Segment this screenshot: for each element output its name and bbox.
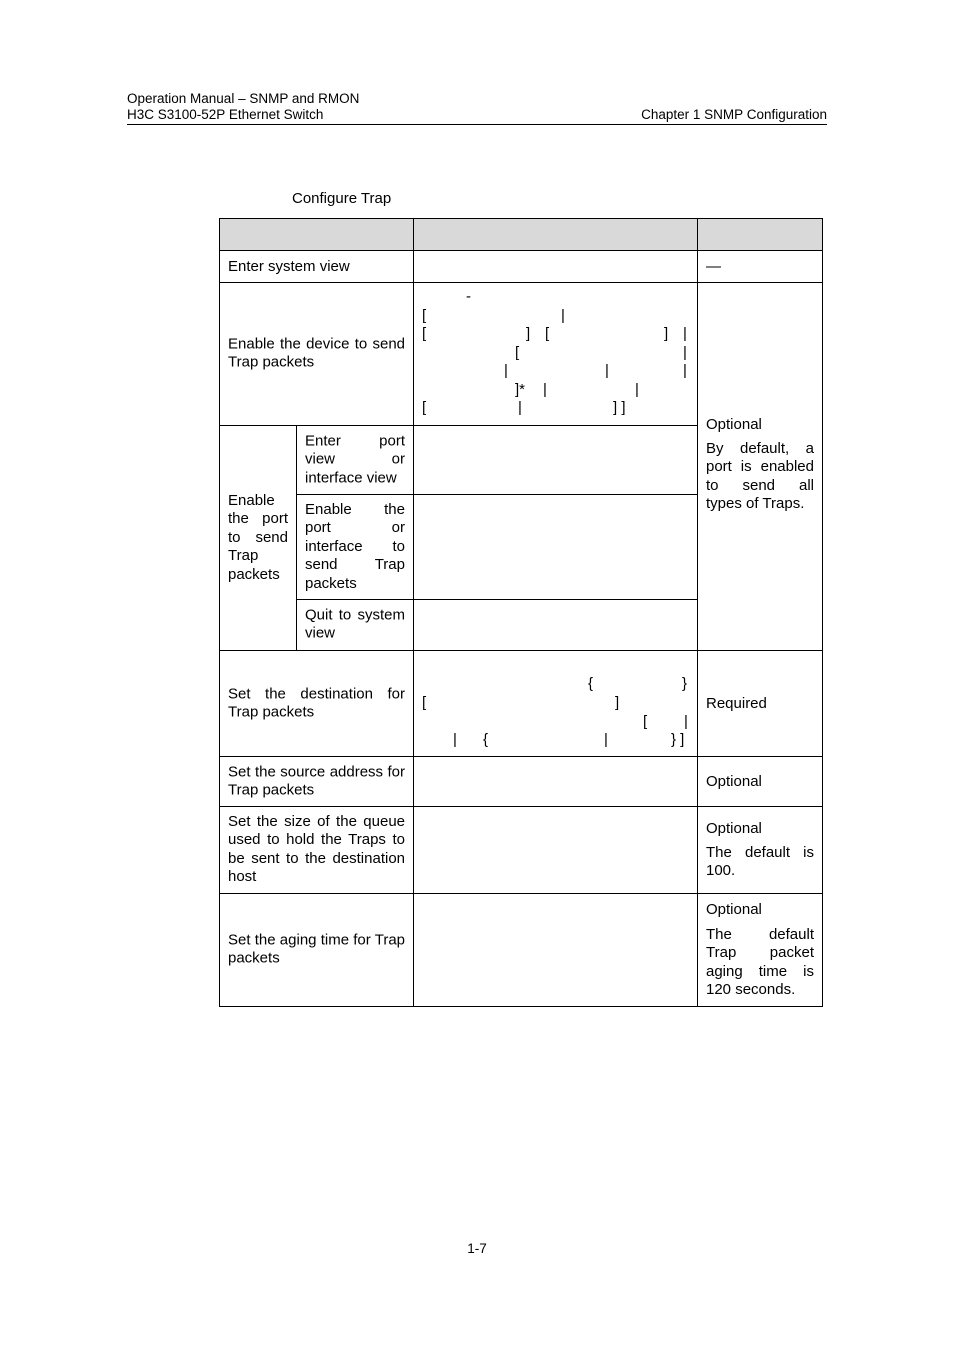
cmd-fragment: [ [643,713,648,730]
remark-note: The default Trap packet aging time is 120 seconds. [706,926,814,999]
row-enable-port-op [219,425,297,651]
cmd-fragment: [ [422,399,427,416]
op-text: Enter port view or interface view [305,432,405,487]
row-queue-cmd [413,806,698,894]
sub-enable-port-cmd [413,494,698,600]
table-header-operation [219,218,414,251]
cmd-fragment: ] ] [613,399,626,416]
op-text: Set the aging time for Trap packets [228,931,405,967]
op-text: Enable the port to send Trap packets [228,491,288,583]
row-enable-device-op [219,282,414,426]
cmd-fragment: | [504,362,508,379]
row-aging-cmd [413,893,698,1007]
header-chapter: Chapter 1 SNMP Configuration [641,107,827,122]
row-destination-cmd [413,650,698,757]
cmd-fragment: | [683,344,687,361]
cmd-fragment: | [604,731,608,748]
op-text: Enable the device to send Trap packets [228,335,405,371]
cmd-fragment: | [453,731,457,748]
op-text: Quit to system view [305,606,405,642]
remark-label: Optional [706,901,762,918]
cmd-fragment: | [561,307,565,324]
cmd-fragment: } ] [671,731,685,748]
cmd-fragment: | [605,362,609,379]
trap-config-table [219,218,823,1007]
row-enter-system-cmd [413,250,698,283]
cmd-fragment: | [683,362,687,379]
remark-label: Optional [706,820,762,837]
row-enter-system-remark [697,250,823,283]
cmd-fragment: ] [664,325,669,342]
remark-label: Optional [706,416,762,433]
cmd-fragment: [ [515,344,520,361]
page-number: 1-7 [467,1241,487,1256]
header-product-name: H3C S3100-52P Ethernet Switch [127,107,324,122]
cmd-fragment: } [682,675,688,692]
remark-text: Required [706,694,767,712]
sub-enter-port-view-cmd [413,425,698,495]
cmd-fragment: | [683,325,687,342]
row-queue-op [219,806,414,894]
cmd-fragment: [ [422,694,427,711]
row-optional-remark [697,282,823,651]
remark-text: — [706,257,721,275]
op-text: Set the size of the queue used to hold the Traps to be sent to the destination host [228,813,405,886]
cmd-fragment: | [684,713,688,730]
cmd-fragment: ] [615,694,620,711]
sub-quit-cmd [413,599,698,651]
op-text: Set the source address for Trap packets [228,763,405,799]
table-caption: Configure Trap [292,190,392,207]
cmd-fragment: ]* [515,381,526,398]
row-aging-op [219,893,414,1007]
sub-enter-port-view-op [296,425,414,495]
row-source-remark [697,756,823,807]
cmd-fragment: | [518,399,522,416]
table-header-remarks [697,218,823,251]
cmd-fragment: | [543,381,547,398]
remark-note: The default is 100. [706,844,814,880]
op-text: Enable the port or interface to send Trap packets [305,500,405,592]
sub-quit-op [296,599,414,651]
sub-enable-port-op [296,494,414,600]
row-enable-device-cmd [413,282,698,426]
row-source-op [219,756,414,807]
cmd-fragment: [ [422,307,427,324]
cmd-fragment: - [466,288,471,305]
row-queue-remark [697,806,823,894]
cmd-fragment: [ [422,325,427,342]
row-source-cmd [413,756,698,807]
op-text: Enter system view [228,257,350,275]
header-rule [127,124,827,125]
op-text: Set the destination for Trap packets [228,685,405,721]
row-aging-remark [697,893,823,1007]
remark-text: Optional [706,772,762,790]
cmd-fragment: [ [545,325,550,342]
row-destination-op [219,650,414,757]
cmd-fragment: | [635,381,639,398]
remark-desc: By default, a port is enabled to send all types of Traps. [706,440,814,513]
row-destination-remark [697,650,823,757]
cmd-fragment: { [483,731,489,748]
row-enter-system-op [219,250,414,283]
table-header-command [413,218,698,251]
cmd-fragment: ] [526,325,531,342]
cmd-fragment: { [588,675,594,692]
header-manual-title: Operation Manual – SNMP and RMON [127,91,360,106]
